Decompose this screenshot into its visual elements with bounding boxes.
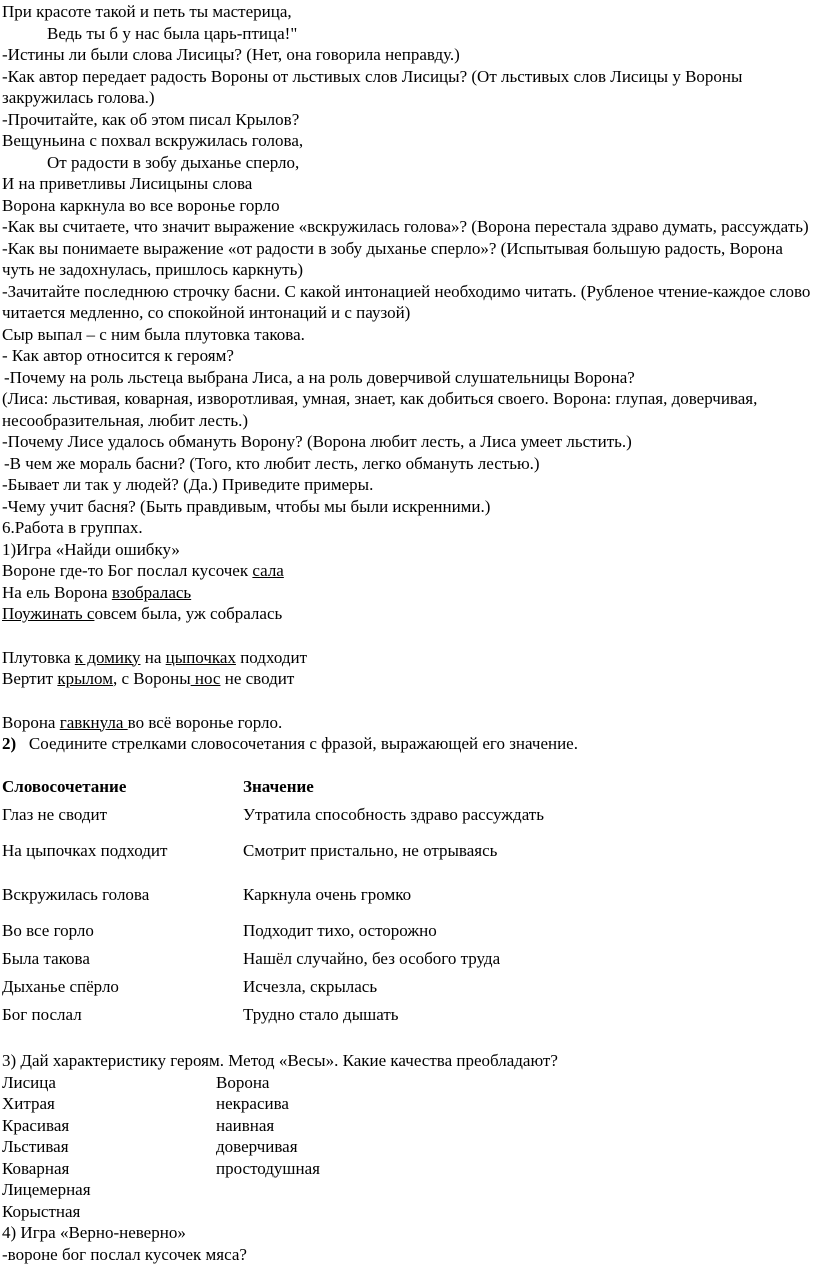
column-header: Значение (243, 777, 314, 797)
poem-line: Ворона каркнула во все воронье горло (2, 195, 280, 215)
poem-line: И на приветливы Лисицыны слова (2, 174, 253, 193)
table-row: Была такова Нашёл случайно, без особого труда (2, 949, 501, 969)
question: -Прочитайте, как об этом писал Крылов? (2, 109, 300, 129)
question: -Как вы считаете, что значит выражение «вскружилась голова»? (Ворона перестала здраво думать, рассуждать) (2, 217, 809, 236)
trait-row: Лисица Ворона (2, 1072, 270, 1092)
error-word: взобралась (111, 582, 192, 602)
trait-row: Льстивая доверчивая (2, 1137, 298, 1156)
error-word: Поужинать с (2, 604, 95, 623)
game-line: Вороне где-то Бог послал кусочек сала (2, 561, 284, 580)
task3-block (2, 1050, 812, 1265)
table-row: Вскружилась голова Каркнула очень громко (2, 885, 412, 905)
error-word: к домику (74, 647, 141, 667)
answer: (Лиса: льстивая, коварная, изворотливая, умная, знает, как добиться своего. Ворона: глупая, доверчивая, несообразительная, любит лесть.) (2, 389, 758, 430)
question: -Почему на роль льстеца выбрана Лиса, а на роль доверчивой слушательницы Ворона? (4, 367, 635, 387)
poem-line: Вещуньина с похвал вскружилась голова, (2, 131, 304, 150)
trait-row: Хитрая некрасива (2, 1094, 289, 1113)
question: -Как вы понимаете выражение «от радости в зобу дыханье сперло»? (Испытывая большую радость, Ворона чуть не задохнулась, пришлось каркнуть) (2, 238, 783, 279)
section-heading: 6.Работа в группах. (2, 518, 143, 537)
trait-row: Красивая наивная (2, 1115, 275, 1135)
table-header (2, 773, 803, 801)
table-row: Глаз не сводит Утратила способность здраво рассуждать (2, 805, 544, 825)
trait-row: Корыстная (2, 1201, 81, 1221)
text-block (2, 1, 812, 755)
trait-row: Лицемерная (2, 1180, 91, 1199)
task-heading: 4) Игра «Верно-неверно» (2, 1223, 186, 1242)
table-row: Бог послал Трудно стало дышать (2, 1005, 399, 1025)
poem-line: От радости в зобу дыханье сперло, (47, 152, 300, 172)
table-row: Во все горло Подходит тихо, осторожно (2, 921, 437, 941)
column-header: Словосочетание (2, 777, 127, 797)
table-row: Дыханье спёрло Исчезла, скрылась (2, 977, 378, 997)
question: -Почему Лисе удалось обмануть Ворону? (Ворона любит лесть, а Лиса умеет льстить.) (2, 432, 632, 451)
question: -Чему учит басня? (Быть правдивым, чтобы мы были искренними.) (2, 496, 491, 516)
poem-line: Ведь ты б у нас была царь-птица!" (47, 23, 298, 43)
question: -Зачитайте последнюю строчку басни. С какой интонацией необходимо читать. (Рубленое чтение-каждое слово читается медленно, со спокойной интонаций и с паузой) (2, 281, 811, 322)
question: -Бывает ли так у людей? (Да.) Приведите примеры. (2, 475, 374, 494)
task-heading: 3) Дай характеристику героям. Метод «Весы». Какие качества преобладают? (2, 1051, 558, 1070)
error-word: нос (190, 669, 221, 688)
task-heading: 1)Игра «Найди ошибку» (2, 539, 180, 559)
error-word: гавкнула (59, 712, 128, 732)
error-word: сала (252, 561, 284, 580)
game-line: Ворона гавкнула во всё воронье горло. (2, 712, 283, 732)
game-line: Поужинать совсем была, уж собралась (2, 604, 283, 623)
poem-line: Сыр выпал – с ним была плутовка такова. (2, 324, 305, 344)
error-word: цыпочках (165, 647, 236, 667)
task-heading: 2) Соедините стрелками словосочетания с фразой, выражающей его значение. (2, 734, 578, 753)
trait-row: Коварная простодушная (2, 1158, 320, 1178)
game-line: На ель Ворона взобралась (2, 582, 192, 602)
poem-line: При красоте такой и петь ты мастерица, (2, 2, 292, 21)
error-word: крылом (57, 669, 113, 688)
question: -Как автор передает радость Вороны от льстивых слов Лисицы? (От льстивых слов Лисицы у Вороны закружилась голова.) (2, 66, 743, 107)
game-line: Вертит крылом, с Вороны нос не сводит (2, 669, 295, 688)
matching-table (2, 773, 803, 1029)
question: -вороне бог послал кусочек мяса? (2, 1244, 247, 1264)
table-row: На цыпочках подходит Смотрит пристально, не отрываясь (2, 841, 498, 861)
question: -В чем же мораль басни? (Того, кто любит лесть, легко обмануть лестью.) (4, 453, 540, 473)
question: -Истины ли были слова Лисицы? (Нет, она говорила неправду.) (2, 45, 460, 64)
game-line: Плутовка к домику на цыпочках подходит (2, 647, 307, 667)
question: - Как автор относится к героям? (2, 346, 234, 365)
